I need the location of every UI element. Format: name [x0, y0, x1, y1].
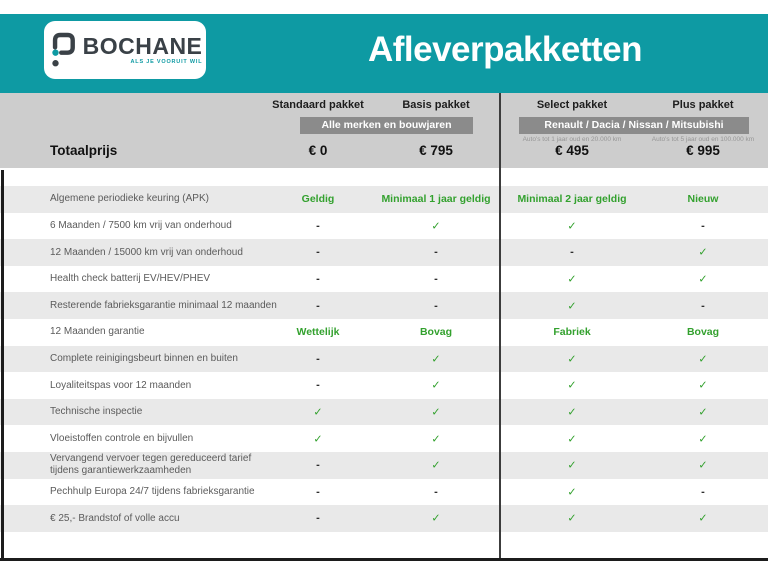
- logo-tagline: ALS JE VOORUIT WIL: [130, 58, 203, 65]
- check-icon: ✓: [567, 459, 577, 472]
- table-row: [0, 372, 768, 399]
- check-icon: ✓: [431, 433, 441, 446]
- table-left-border: [1, 170, 4, 558]
- check-icon: ✓: [567, 273, 577, 286]
- feature-label: Health check batterij EV/HEV/PHEV: [50, 273, 211, 285]
- bochane-logo-icon: [48, 28, 78, 72]
- check-icon: ✓: [313, 433, 323, 446]
- brand-band-right: Renault / Dacia / Nissan / Mitsubishi: [519, 117, 749, 134]
- check-icon: ✓: [698, 379, 708, 392]
- table-row: [0, 452, 768, 479]
- value-text: Bovag: [419, 326, 453, 339]
- feature-label: Pechhulp Europa 24/7 tijdens fabrieksgarantie: [50, 485, 255, 497]
- table-row: [0, 399, 768, 426]
- feature-label: Resterende fabrieksgarantie minimaal 12 maanden: [50, 299, 277, 311]
- column-header-plus: Plus pakket: [672, 99, 734, 111]
- check-icon: ✓: [431, 220, 441, 233]
- dash-mark: -: [434, 485, 438, 498]
- logo-name: BOCHANE: [82, 32, 203, 59]
- check-icon: ✓: [698, 459, 708, 472]
- check-icon: ✓: [698, 433, 708, 446]
- check-icon: ✓: [431, 353, 441, 366]
- page-title: Afleverpakketten: [367, 30, 643, 69]
- value-text: Minimaal 1 jaar geldig: [381, 193, 491, 206]
- dash-mark: -: [316, 379, 320, 392]
- table-row: [0, 346, 768, 373]
- dash-mark: -: [701, 299, 705, 312]
- dash-mark: -: [434, 299, 438, 312]
- column-group-divider: [499, 93, 501, 558]
- feature-label: 12 Maanden garantie: [50, 326, 145, 338]
- dash-mark: -: [316, 485, 320, 498]
- table-row: [0, 239, 768, 266]
- check-icon: ✓: [698, 406, 708, 419]
- total-price-label: Totaalprijs: [50, 143, 118, 158]
- table-body: [0, 186, 768, 532]
- table-row: [0, 186, 768, 213]
- check-icon: ✓: [698, 353, 708, 366]
- check-icon: ✓: [567, 379, 577, 392]
- feature-label: € 25,- Brandstof of volle accu: [50, 512, 180, 524]
- check-icon: ✓: [698, 273, 708, 286]
- check-icon: ✓: [431, 512, 441, 525]
- check-icon: ✓: [567, 512, 577, 525]
- dash-mark: -: [316, 219, 320, 232]
- price-plus: € 995: [686, 143, 720, 158]
- price-basis: € 795: [419, 143, 453, 158]
- dash-mark: -: [434, 246, 438, 259]
- feature-label: Complete reinigingsbeurt binnen en buiten: [50, 352, 238, 364]
- dash-mark: -: [316, 246, 320, 259]
- check-icon: ✓: [431, 459, 441, 472]
- column-header-basis: Basis pakket: [402, 99, 470, 111]
- dash-mark: -: [316, 299, 320, 312]
- check-icon: ✓: [567, 433, 577, 446]
- check-icon: ✓: [567, 300, 577, 313]
- table-row: [0, 213, 768, 240]
- check-icon: ✓: [698, 512, 708, 525]
- dash-mark: -: [434, 273, 438, 286]
- value-text: Bovag: [686, 326, 720, 339]
- table-row: [0, 266, 768, 293]
- check-icon: ✓: [567, 406, 577, 419]
- column-note-select: Auto's tot 1 jaar oud en 20.000 km: [522, 136, 622, 143]
- logo-dark-dot: [52, 60, 58, 66]
- column-header-select: Select pakket: [536, 99, 608, 111]
- feature-label: 6 Maanden / 7500 km vrij van onderhoud: [50, 219, 232, 231]
- value-text: Geldig: [301, 193, 335, 206]
- price-standaard: € 0: [308, 143, 328, 158]
- dash-mark: -: [316, 273, 320, 286]
- check-icon: ✓: [698, 246, 708, 259]
- logo-text: [82, 32, 203, 66]
- value-text: Nieuw: [687, 193, 719, 206]
- table-bottom-border: [0, 558, 768, 561]
- dash-mark: -: [316, 512, 320, 525]
- table-row: [0, 425, 768, 452]
- logo-teal-dot: [52, 49, 58, 55]
- dash-mark: -: [701, 485, 705, 498]
- feature-label: Vloeistoffen controle en bijvullen: [50, 432, 194, 444]
- brand-band-left: Alle merken en bouwjaren: [300, 117, 473, 134]
- feature-label: 12 Maanden / 15000 km vrij van onderhoud: [50, 246, 243, 258]
- check-icon: ✓: [313, 406, 323, 419]
- feature-label: Loyaliteitspas voor 12 maanden: [50, 379, 192, 391]
- value-text: Minimaal 2 jaar geldig: [517, 193, 627, 206]
- table-row: [0, 505, 768, 532]
- feature-label: Algemene periodieke keuring (APK): [50, 193, 209, 205]
- table-row: [0, 292, 768, 319]
- check-icon: ✓: [567, 353, 577, 366]
- price-select: € 495: [555, 143, 589, 158]
- check-icon: ✓: [567, 486, 577, 499]
- dash-mark: -: [316, 352, 320, 365]
- table-header: [0, 93, 768, 168]
- header-bar: [0, 14, 768, 95]
- check-icon: ✓: [567, 220, 577, 233]
- dash-mark: -: [316, 459, 320, 472]
- dash-mark: -: [701, 219, 705, 232]
- feature-label: Vervangend vervoer tegen gereduceerd tarief tijdens garantiewerkzaamheden: [50, 453, 252, 477]
- table-row: [0, 319, 768, 346]
- value-text: Fabriek: [553, 326, 591, 339]
- check-icon: ✓: [431, 379, 441, 392]
- dash-mark: -: [570, 246, 574, 259]
- column-header-standaard: Standaard pakket: [272, 99, 364, 111]
- bochane-logo: [44, 21, 206, 79]
- feature-label: Technische inspectie: [50, 406, 143, 418]
- column-note-plus: Auto's tot 5 jaar oud en 100.000 km: [651, 136, 755, 143]
- table-row: [0, 479, 768, 506]
- value-text: Wettelijk: [296, 326, 340, 339]
- check-icon: ✓: [431, 406, 441, 419]
